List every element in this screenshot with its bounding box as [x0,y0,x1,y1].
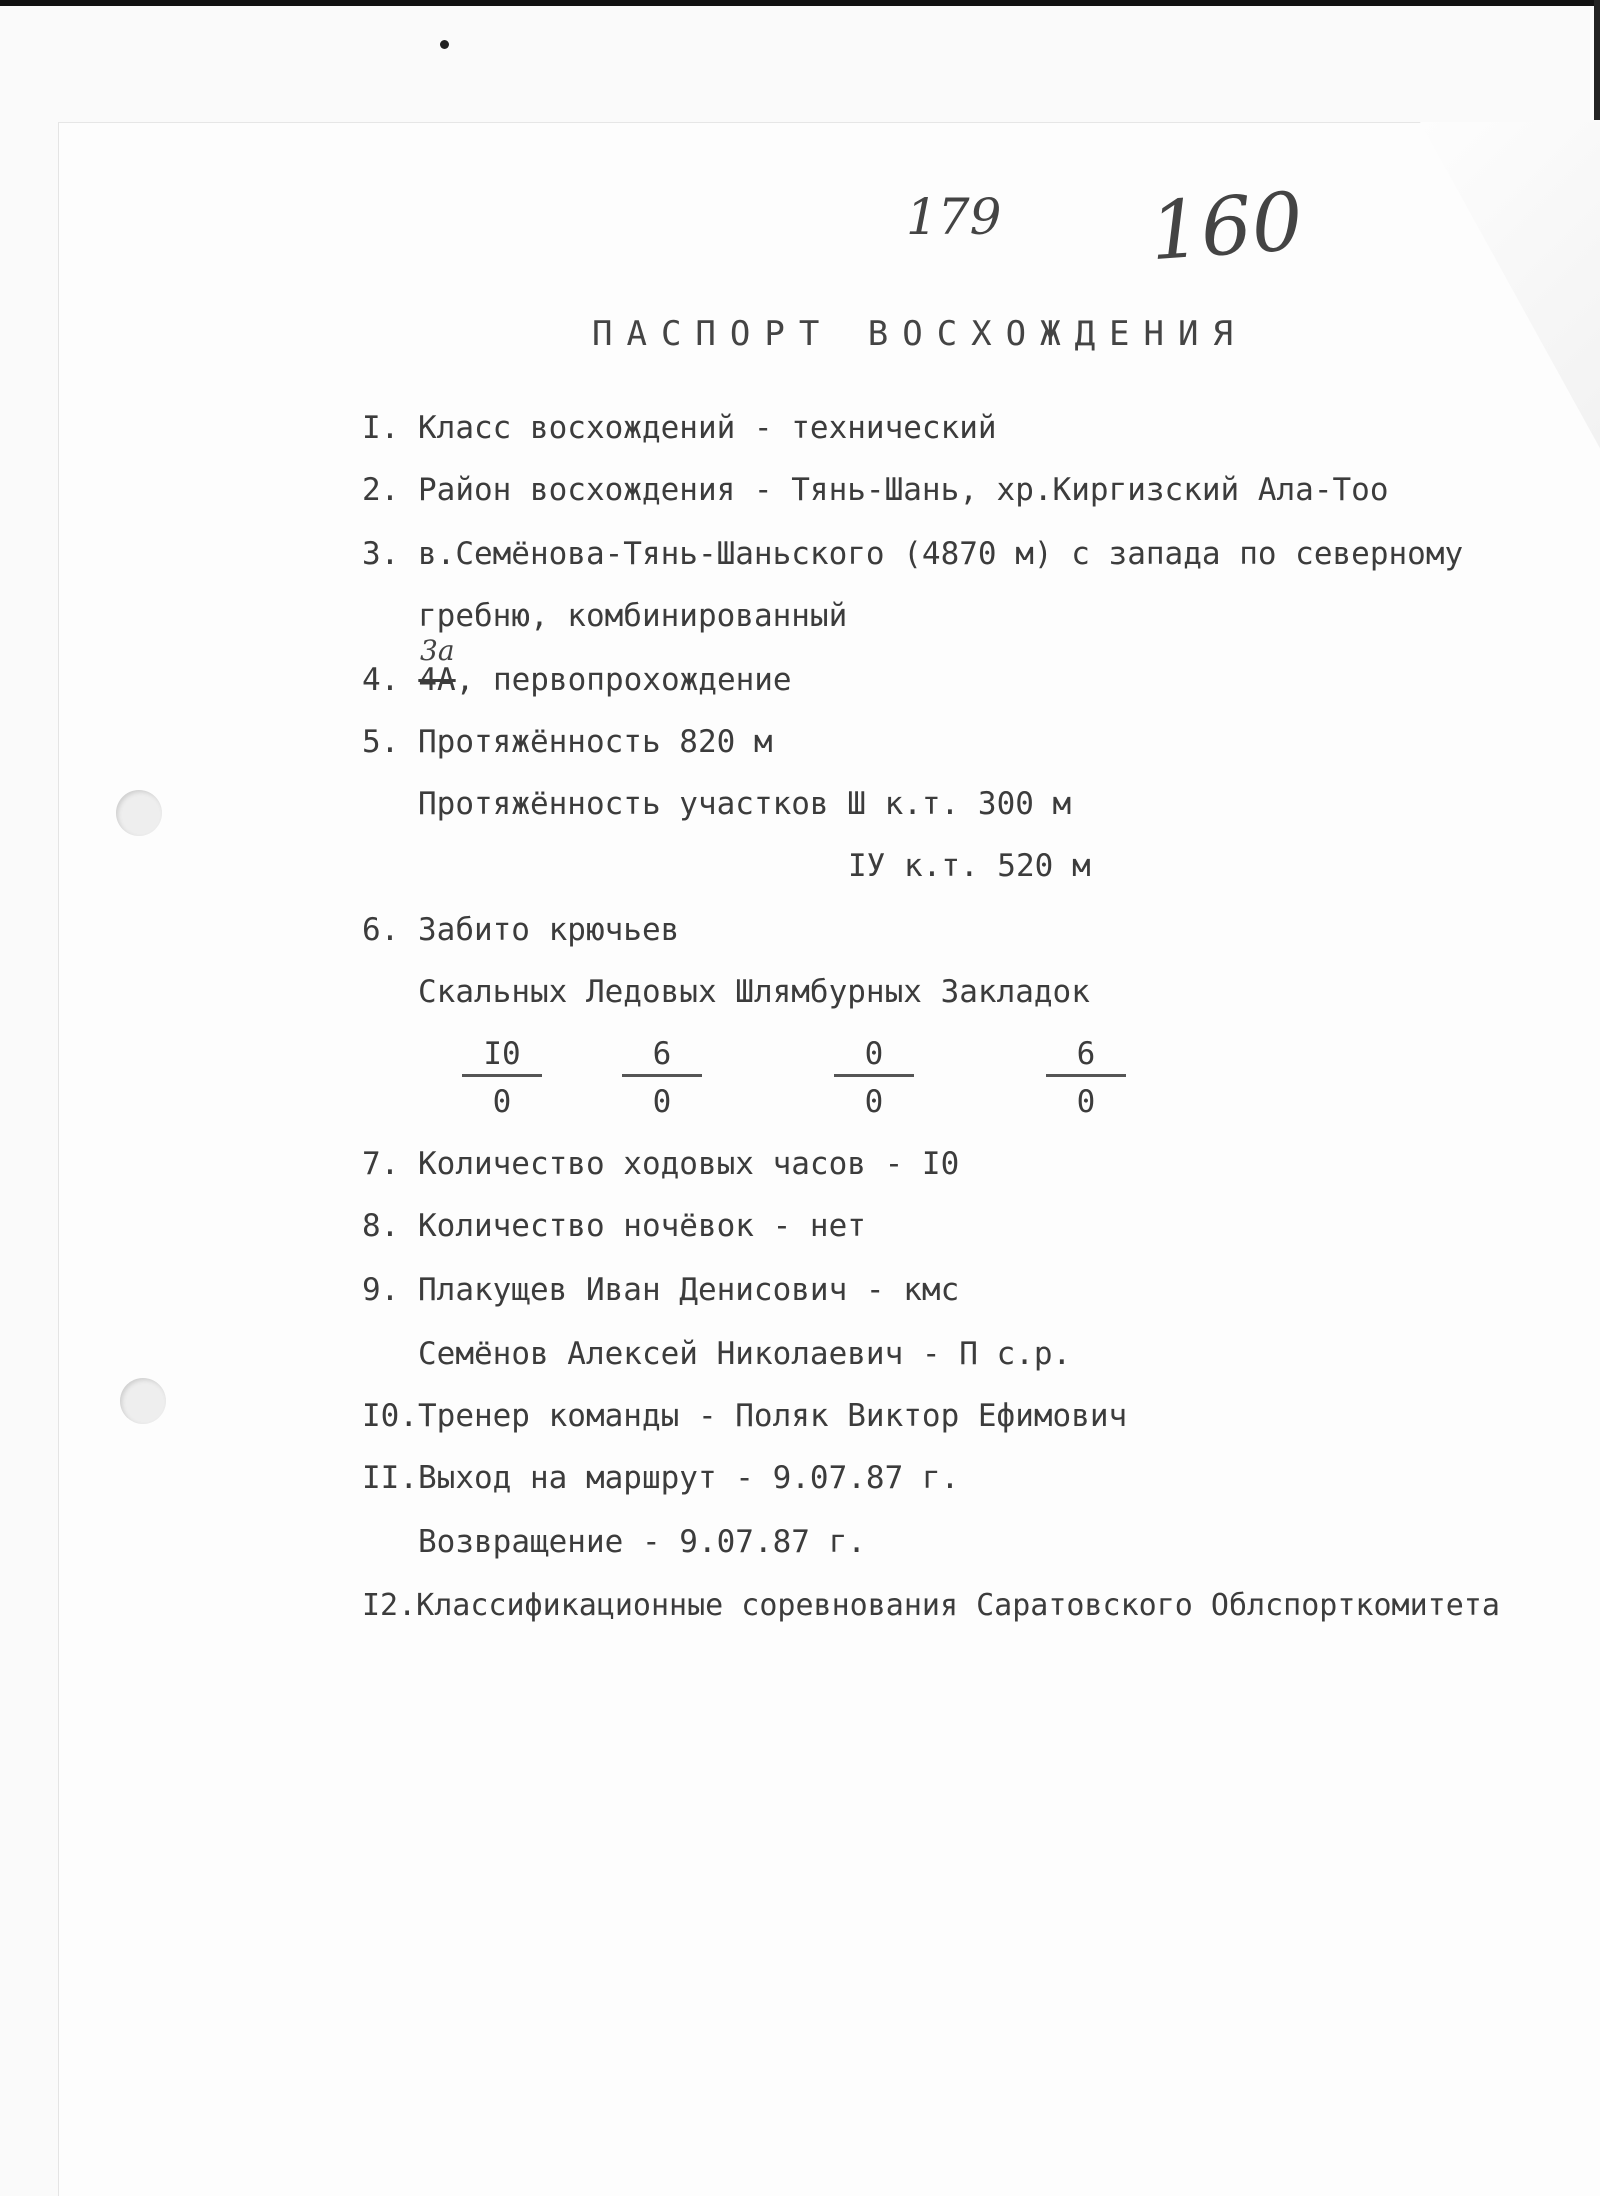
item-team-2: Семёнов Алексей Николаевич - П с.р. [418,1336,1072,1372]
handwritten-correction: 3а [420,634,455,667]
item-class: I. Класс восхождений - технический [362,410,997,446]
item-team-1: 9. Плакущев Иван Денисович - кмс [362,1272,960,1308]
archive-number: 160 [1146,174,1306,279]
item-bivouacs: 8. Количество ночёвок - нет [362,1208,866,1244]
ice-pitons-bottom: 0 [652,1084,672,1120]
nuts-bottom: 0 [1076,1084,1096,1120]
struck-category: 4А [418,662,456,698]
item-pitons: 6. Забито крючьев [362,912,680,948]
document-title: ПАСПОРТ ВОСХОЖДЕНИЯ [592,314,1247,354]
item-number: 4. [362,662,400,698]
scan-edge [0,0,1600,6]
rock-pitons-bottom: 0 [492,1084,512,1120]
archive-number: 179 [906,188,1002,246]
item-competition: I2.Классификационные соревнования Саратовского Облспорткомитета [362,1588,1500,1623]
item-length: 5. Протяжённость 820 м [362,724,773,760]
item-hours: 7. Количество ходовых часов - I0 [362,1146,960,1182]
item-length-4: IУ к.т. 520 м [848,848,1091,884]
nuts-top: 6 [1046,1036,1126,1077]
scan-edge [1594,0,1600,120]
item-peak-cont: гребню, комбинированный [418,598,848,634]
rock-pitons-top: I0 [462,1036,542,1077]
bolts-bottom: 0 [864,1084,884,1120]
ice-pitons-top: 6 [622,1036,702,1077]
punch-hole [120,1378,166,1424]
punch-hole [116,790,162,836]
pitons-headers: Скальных Ледовых Шлямбурных Закладок [418,974,1090,1010]
bolts-top: 0 [834,1036,914,1077]
item-region: 2. Район восхождения - Тянь-Шань, хр.Киргизский Ала-Тоо [362,472,1389,508]
item-start: II.Выход на маршрут - 9.07.87 г. [362,1460,960,1496]
item-peak: 3. в.Семёнова-Тянь-Шаньского (4870 м) с запада по северному [362,536,1464,572]
item-category [362,662,792,698]
item-return: Возвращение - 9.07.87 г. [418,1524,866,1560]
item-category-text: , первопрохождение [455,662,792,698]
item-coach: I0.Тренер команды - Поляк Виктор Ефимович [362,1398,1128,1434]
item-length-3: Протяжённость участков Ш к.т. 300 м [418,786,1072,822]
speck [440,40,449,49]
